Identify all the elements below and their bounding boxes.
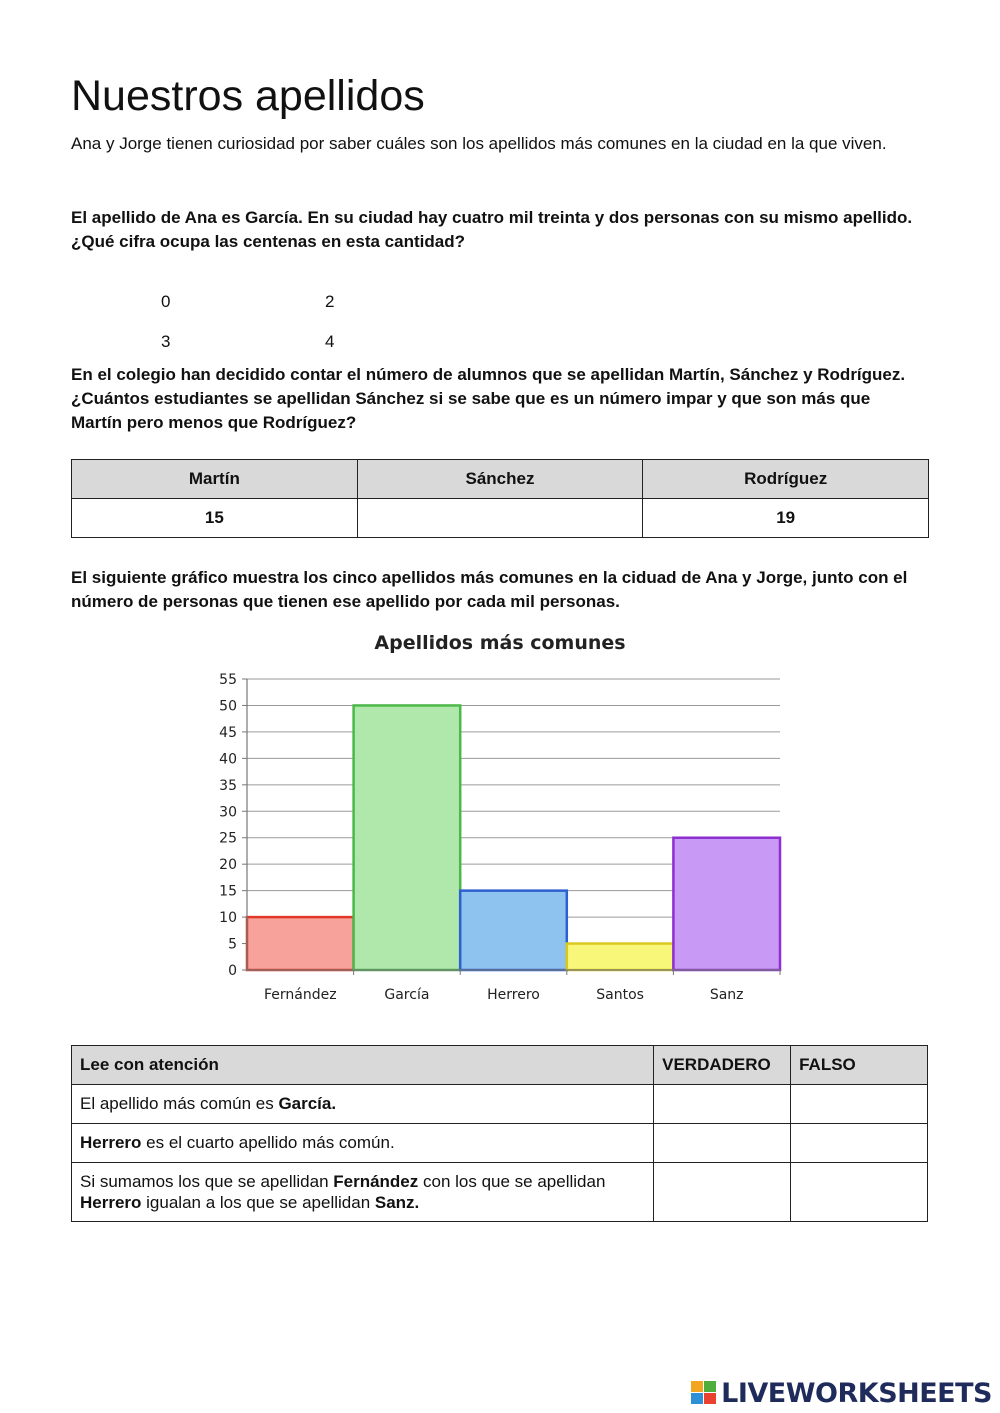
option-3[interactable]: 3	[161, 332, 171, 351]
y-tick-label: 40	[219, 751, 237, 768]
y-tick-label: 50	[219, 698, 237, 715]
header-rodriguez: Rodríguez	[643, 460, 929, 499]
x-tick-label: García	[384, 987, 430, 1003]
y-tick-label: 10	[219, 910, 237, 927]
option-2[interactable]: 2	[325, 292, 335, 311]
header-read-carefully: Lee con atención	[72, 1046, 654, 1085]
y-tick-label: 5	[228, 936, 237, 953]
liveworksheets-logo-icon	[691, 1381, 717, 1405]
option-0[interactable]: 0	[161, 292, 171, 311]
statement-2-false-cell[interactable]	[791, 1124, 928, 1163]
y-tick-label: 55	[219, 672, 237, 688]
true-false-table	[71, 1045, 928, 1222]
header-sanchez: Sánchez	[357, 460, 643, 499]
statement-2	[72, 1124, 654, 1163]
y-tick-label: 30	[219, 804, 237, 821]
header-false: FALSO	[791, 1046, 928, 1085]
x-tick-label: Fernández	[264, 987, 337, 1003]
statement-segment: Herrero	[80, 1193, 142, 1212]
statement-segment: Herrero	[80, 1133, 142, 1152]
sanchez-answer-input[interactable]	[357, 499, 643, 538]
x-tick-label: Sanz	[709, 987, 744, 1003]
statement-1-true-cell[interactable]	[654, 1085, 791, 1124]
brand-name: LIVEWORKSHEETS	[721, 1377, 992, 1409]
value-rodriguez: 19	[643, 499, 929, 538]
option-4[interactable]: 4	[325, 332, 335, 351]
header-true: VERDADERO	[654, 1046, 791, 1085]
y-tick-label: 25	[219, 830, 237, 847]
y-tick-label: 45	[219, 724, 237, 741]
y-tick-label: 20	[219, 857, 237, 874]
students-table	[71, 459, 929, 538]
statement-1	[72, 1085, 654, 1124]
statement-1-false-cell[interactable]	[791, 1085, 928, 1124]
statement-segment: García.	[278, 1094, 337, 1113]
y-tick-label: 0	[228, 963, 237, 979]
statement-segment: Fernández	[333, 1172, 419, 1191]
page-title: Nuestros apellidos	[71, 72, 425, 120]
brand-footer	[691, 1374, 992, 1412]
bar-garcía	[354, 705, 461, 970]
statement-segment: con los que se apellidan	[418, 1172, 606, 1191]
bar-fernández	[247, 917, 354, 970]
statement-segment: El apellido más común es	[80, 1094, 279, 1113]
x-tick-label: Santos	[596, 987, 644, 1003]
statement-3	[72, 1163, 654, 1222]
statement-2-true-cell[interactable]	[654, 1124, 791, 1163]
statement-segment: Sanz.	[374, 1193, 420, 1212]
value-martin: 15	[72, 499, 358, 538]
header-martin: Martín	[72, 460, 358, 499]
y-tick-label: 15	[219, 883, 237, 900]
question3-text: El siguiente gráfico muestra los cinco apellidos más comunes en la ciduad de Ana y Jorge, junto con el número de personas que tienen ese apellido por cada mil personas.	[71, 568, 908, 611]
intro-text: Ana y Jorge tienen curiosidad por saber cuáles son los apellidos más comunes en la ciudad en la que viven.	[71, 134, 887, 153]
bar-sanz	[673, 838, 780, 970]
statement-3-true-cell[interactable]	[654, 1163, 791, 1222]
statement-segment: igualan a los que se apellidan	[141, 1193, 375, 1212]
question2-text: En el colegio han decidido contar el número de alumnos que se apellidan Martín, Sánchez y Rodríguez. ¿Cuántos estudiantes se apellidan Sánchez si se sabe que es un número impar y que son más que Martín pero menos que Rodríguez?	[71, 365, 906, 432]
question1-text: El apellido de Ana es García. En su ciudad hay cuatro mil treinta y dos personas con su mismo apellido. ¿Qué cifra ocupa las centenas en esta cantidad?	[71, 208, 913, 251]
surnames-bar-chart	[190, 625, 800, 1010]
statement-segment: Si sumamos los que se apellidan	[80, 1172, 334, 1191]
chart-title: Apellidos más comunes	[374, 632, 626, 654]
y-tick-label: 35	[219, 777, 237, 794]
x-tick-label: Herrero	[487, 987, 540, 1003]
bar-santos	[567, 944, 674, 970]
statement-3-false-cell[interactable]	[791, 1163, 928, 1222]
bar-herrero	[460, 891, 567, 970]
statement-segment: es el cuarto apellido más común.	[141, 1133, 395, 1152]
